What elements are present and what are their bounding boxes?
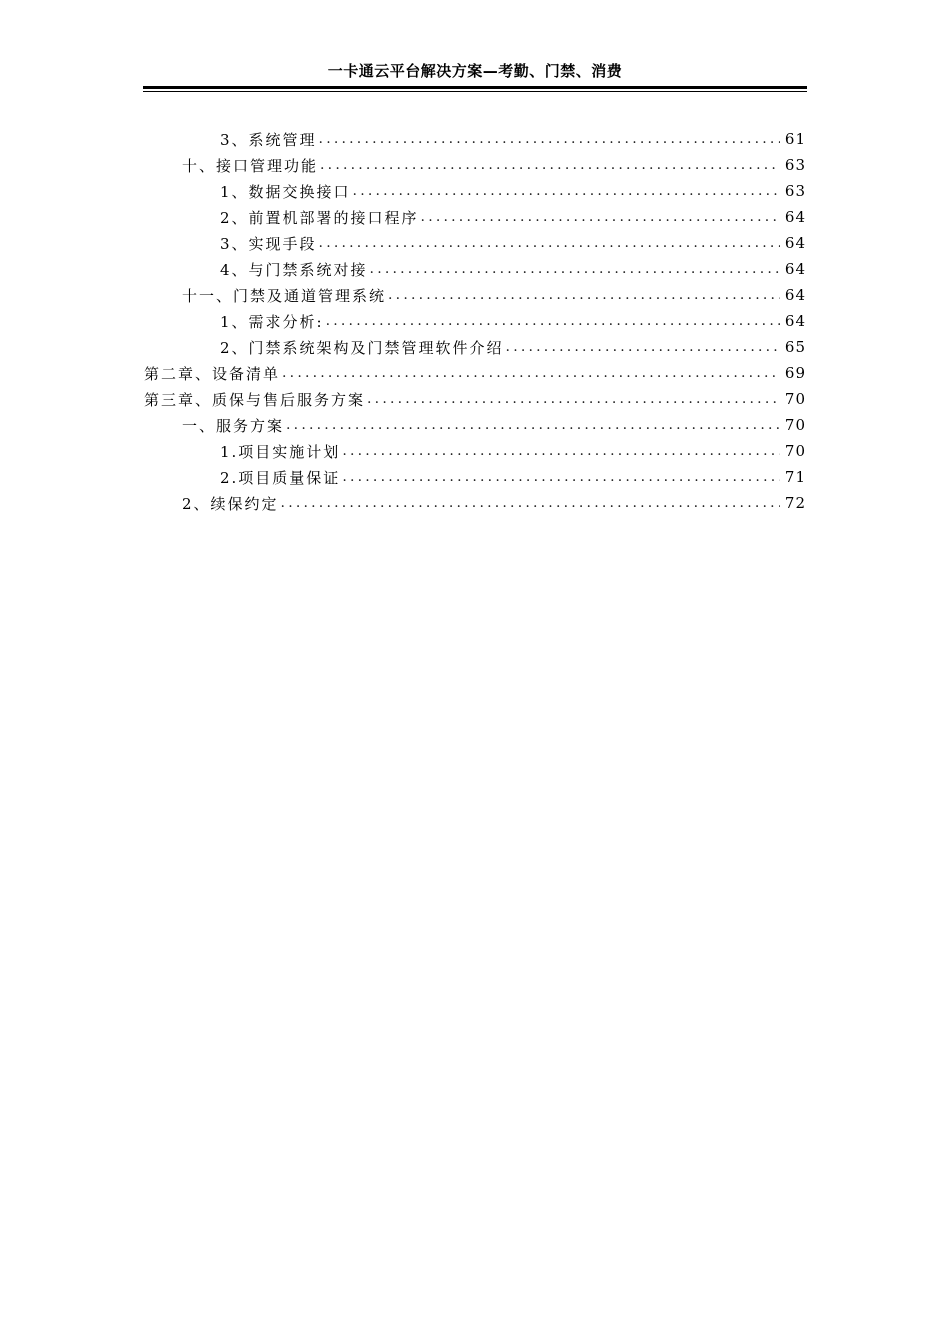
toc-entry-text: 4、与门禁系统对接: [220, 260, 368, 279]
toc-entry-page: 64: [784, 208, 806, 226]
toc-entry-text: 第二章、设备清单: [144, 364, 281, 383]
toc-entry[interactable]: [220, 438, 806, 464]
toc-entry-page: 64: [784, 312, 806, 330]
page-header-title: 一卡通云平台解决方案—考勤、门禁、消费: [327, 62, 623, 80]
toc-entry[interactable]: [182, 490, 806, 516]
toc-entry-text: 1、数据交换接口: [220, 182, 351, 201]
toc-leader-dots: [320, 157, 780, 173]
toc-entry-text: 2、前置机部署的接口程序: [220, 208, 419, 227]
toc-leader-dots: [319, 235, 780, 251]
toc-entry[interactable]: [182, 282, 806, 308]
toc-leader-dots: [388, 287, 780, 303]
toc-leader-dots: [367, 391, 780, 407]
toc-leader-dots: [506, 339, 780, 355]
toc-leader-dots: [326, 313, 780, 329]
toc-entry-page: 61: [784, 130, 806, 148]
toc-entry-text: 3、系统管理: [220, 130, 317, 149]
toc-entry-text: 一、服务方案: [182, 416, 285, 435]
toc-entry-page: 72: [784, 494, 806, 512]
toc-entry[interactable]: [220, 464, 806, 490]
toc-entry-page: 64: [784, 234, 806, 252]
toc-leader-dots: [282, 365, 780, 381]
toc-entry[interactable]: [182, 152, 806, 178]
toc-leader-dots: [342, 469, 780, 485]
toc-entry-page: 65: [784, 338, 806, 356]
toc-entry[interactable]: [220, 256, 806, 282]
toc-entry-page: 70: [784, 442, 806, 460]
header-rule-thin: [143, 91, 807, 92]
header-rule-thick: [143, 86, 807, 89]
toc-entry[interactable]: [220, 204, 806, 230]
toc-entry-page: 70: [784, 416, 806, 434]
toc-entry[interactable]: [220, 334, 806, 360]
toc-leader-dots: [319, 131, 780, 147]
toc-entry[interactable]: [144, 360, 806, 386]
toc-entry-text: 1.项目实施计划: [220, 442, 341, 461]
toc-entry-page: 63: [784, 182, 806, 200]
toc-entry-text: 1、需求分析:: [220, 312, 324, 331]
toc-entry-text: 第三章、质保与售后服务方案: [144, 390, 366, 409]
toc-entry[interactable]: [182, 412, 806, 438]
toc-entry-page: 69: [784, 364, 806, 382]
toc-entry[interactable]: [220, 308, 806, 334]
toc-entry-page: 64: [784, 286, 806, 304]
toc-entry-page: 70: [784, 390, 806, 408]
toc-entry[interactable]: [220, 230, 806, 256]
toc-entry-text: 2、门禁系统架构及门禁管理软件介绍: [220, 338, 504, 357]
toc-entry-text: 十一、门禁及通道管理系统: [182, 286, 387, 305]
toc-leader-dots: [421, 209, 780, 225]
toc-entry-page: 64: [784, 260, 806, 278]
toc-entry[interactable]: [220, 126, 806, 152]
toc-entry-page: 63: [784, 156, 806, 174]
toc-entry[interactable]: [144, 386, 806, 412]
toc-entry-text: 2、续保约定: [182, 494, 279, 513]
toc-leader-dots: [370, 261, 780, 277]
toc-entry[interactable]: [220, 178, 806, 204]
toc-entry-text: 2.项目质量保证: [220, 468, 341, 487]
toc-entry-page: 71: [784, 468, 806, 486]
toc-leader-dots: [342, 443, 780, 459]
toc-leader-dots: [286, 417, 780, 433]
toc-leader-dots: [353, 183, 780, 199]
toc-leader-dots: [281, 495, 780, 511]
toc-entry-text: 3、实现手段: [220, 234, 317, 253]
toc-entry-text: 十、接口管理功能: [182, 156, 319, 175]
